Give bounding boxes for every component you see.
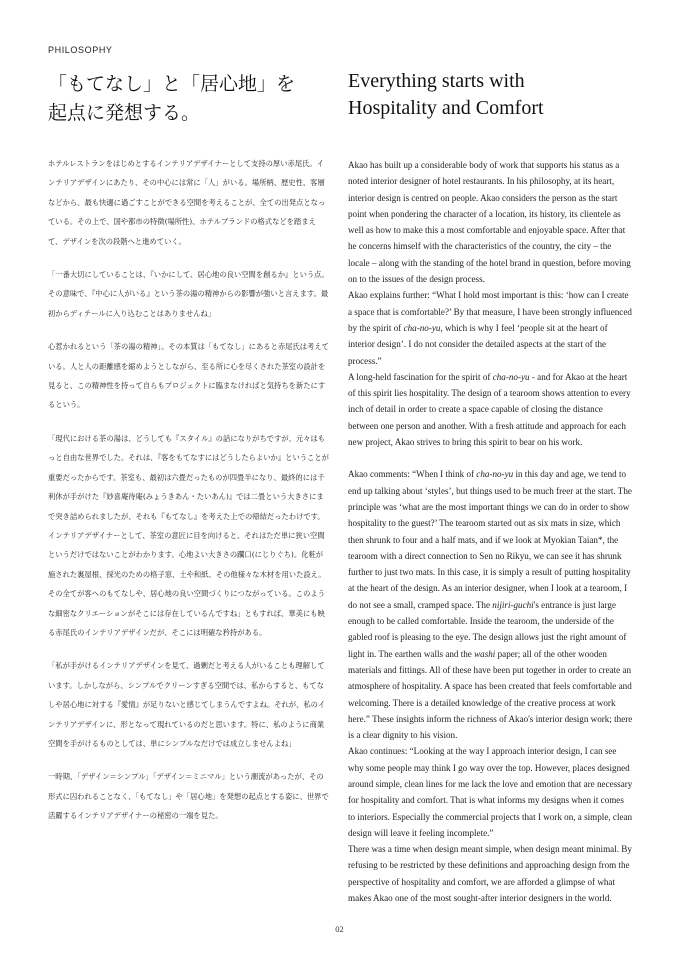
- term-cha-no-yu: cha-no-yu: [476, 469, 514, 480]
- term-washi: washi: [474, 648, 496, 659]
- japanese-paragraph: ホテルレストランをはじめとするインテリアデザイナーとして支持の厚い赤尾氏。インテリアデザインにあたり、その中心には常に「人」がいる。場所柄、歴史性、客層などから、最も快適に過ごすことができる空間を考えることが、全ての出発点となっている。その上で、国や都市の特徴(場所性)、ホテルブランドの格式などを踏まえて、デザインを次の段階へと進めていく。: [48, 159, 326, 246]
- english-title-line-2: Hospitality and Comfort: [348, 97, 544, 119]
- text-run: , which is why I feel ‘people sit at the heart of interior design’. I do not consider the detailed aspects at the start of the process.”: [348, 322, 608, 366]
- term-cha-no-yu: cha-no-yu: [403, 322, 441, 333]
- page-number: 02: [335, 924, 344, 934]
- text-run: - and for Akao at the heart of this spirit lies hospitality. The design of a tearoom shows attention to every inch of detail in order to create a space capable of closing the distance between one person and another. With a fresh attitude and approach for each new project, Akao strives to bring this spirit to bear on his work.: [348, 371, 631, 448]
- english-paragraph-quote-1: [348, 287, 633, 368]
- text-run: 's entrance is just large enough to be called comfortable. Inside the tearoom, the underside of the gabled roof is pleasing to the eye. The design allows just the right amount of light in. The earthen walls and the: [348, 599, 627, 659]
- japanese-paragraph: 「私が手がけるインテリアデザインを見て、過剰だと考える人がいることも理解しています。しかしながら、シンプルでクリーンすぎる空間では、私からすると、もてなしや居心地に対する『愛情』が足りないと感じてしまうんですよね。それが、私のインテリアデザインに、形となって現れているのだと思います。特に、私のように商業空間を手がけるものとしては、単にシンプルなだけでは成立しませんよね」: [48, 661, 326, 748]
- english-title-line-1: Everything starts with: [348, 70, 525, 92]
- japanese-title: [48, 70, 318, 128]
- text-run: A long-held fascination for the spirit of: [348, 371, 493, 382]
- english-paragraph-quote-2: Akao continues: “Looking at the way I approach interior design, I can see why some people may think I go way over the top. However, places designed around simple, clean lines for me lack the love and emotion that are necessary for hospitality and comfort. That is what informs my designs when it comes to interiors. Especially the commercial projects that I work on, a simple, clean design will leave it feeling incomplete.”: [348, 746, 633, 838]
- english-paragraph-intro: Akao has built up a considerable body of work that supports his status as a noted interior designer of hotel restaurants. In his philosophy, at its heart, interior design is centred on people. Akao considers the person as the start point when pondering the character of a location, its history, its clientele as well as how to make this a most comfortable and enjoyable space. After that he concerns himself with the characteristics of the country, the city – the locale – along with the standing of the hotel brand in question, before moving on to the issues of the design process.: [348, 160, 631, 285]
- term-nijiri-guchi: nijiri-guchi: [492, 599, 534, 610]
- japanese-title-line-2: 起点に発想する。: [48, 102, 201, 124]
- japanese-title-line-1: 「もてなし」と「居心地」を: [48, 73, 296, 95]
- text-run: paper; all of the other wooden materials and fittings. All of these have been put together in order to create an atmosphere of hospitality. A space has been created that feels comfortable and welcoming. There is a detailed knowledge of the creative process at work here.” These insights inform the richness of Akao's interior design work; there is a clear dignity to his vision.: [348, 648, 633, 741]
- text-run: Akao explains further: “What I hold most important is this: ‘how can I create a space that is comfortable?’ By that measure, I have been strongly influenced by the spirit of: [348, 290, 632, 333]
- text-run: Akao comments: “When I think of: [348, 469, 477, 480]
- japanese-paragraph: 心惹かれるという「茶の湯の精神」。その本質は「もてなし」にあると赤尾氏は考えている。人と人の距離感を縮めようとしながら、至る所に心を尽くされた茶室の設計を見ると、この精神性を持って自らもプロジェクトに臨まなければと気持ちを新たにするという。: [48, 342, 329, 410]
- japanese-body-column: [48, 154, 330, 840]
- text-run: in this day and age, we tend to end up talking about ‘styles’, but things used to be much freer at the start. The principle was ‘what are the most important things we can do in order to show hospitality to the guest?’ The tearoom started out as six mats in size, which then shrunk to four and a half mats, and if we look at Myokian Taian*, the tearoom with a direct connection to Sen no Rikyu, we can see it has shrunk further to just two mats. In this case, it is simply a result of putting hospitality at the heart of the design. As an interior designer, when I look at a tearoom, I do not see a small, cramped space. The: [348, 469, 632, 610]
- english-paragraph-spirit: [348, 369, 633, 450]
- japanese-paragraph: 一時期、「デザイン＝シンプル」「デザイン＝ミニマル」という潮流があったが、その形式に囚われることなく、「もてなし」や「居心地」を発想の起点とする姿に、世界で活躍するインテリアデザイナーの秘密の一端を見た。: [48, 772, 329, 821]
- english-title: [348, 68, 638, 122]
- japanese-paragraph: 「現代における茶の湯は、どうしても『スタイル』の話になりがちですが、元々はもっと自由な世界でした。それは、『客をもてなすにはどうしたらよいか』ということが重要だったからです。茶室も、最初は六畳だったものが四畳半になり、最終的には千利休が手がけた『妙喜庵待庵(みょうきあん・たいあん)』では二畳という大きさにまで突き詰められましたが、それも『もてなし』を考えた上での帰結だったわけです。インテリアデザイナーとして、茶室の意匠に目を向けると、それはただ単に狭い空間というだけではないことがわかります。心地よい大きさの躙口(にじりぐち)。化粧が施された裏屋根、採光のための格子窓、土や和紙、その他様々な木材を用いた設え。その全てが客へのもてなしや、居心地の良い空間づくりにつながっている。このような細密なクリエーションがそこには存在しているんですね」ともすれば、華美にも映る赤尾氏のインテリアデザインだが、そこには明確な矜持がある。: [48, 433, 329, 637]
- japanese-paragraph: 「一番大切にしていることは、『いかにして、居心地の良い空間を創るか』という点。その意味で、『中心に人がいる』という茶の湯の精神からの影響が強いと言えます。最初からディテールに入り込むことはありませんね」: [48, 270, 329, 318]
- term-cha-no-yu: cha-no-yu: [492, 371, 530, 382]
- english-paragraph-conclusion: There was a time when design meant simple, when design meant minimal. By refusing to be restricted by these definitions and approaching design from the perspective of hospitality and comfort, we are afforded a glimpse of what makes Akao one of the most sought-after interior designers in the world.: [348, 844, 632, 904]
- english-paragraph-tearoom: [348, 466, 633, 743]
- section-label: PHILOSOPHY: [48, 45, 113, 55]
- english-body-column: [348, 157, 633, 906]
